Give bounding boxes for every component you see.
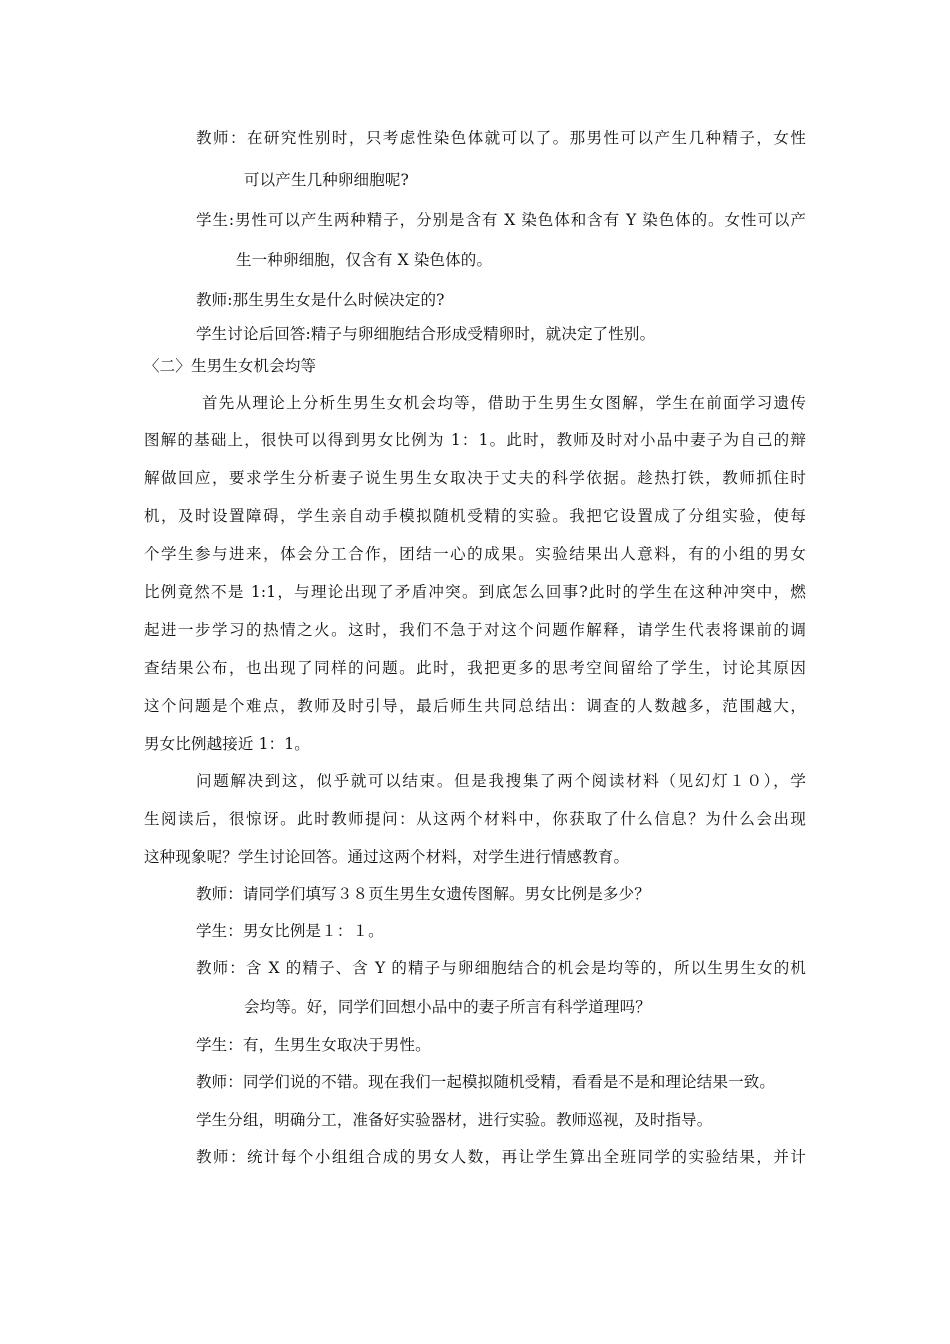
text-line: 这个问题是个难点，教师及时引导，最后师生共同总结出：调查的人数越多，范围越大， bbox=[144, 697, 806, 715]
text-line: 学生分组，明确分工，准备好实验器材，进行实验。教师巡视，及时指导。 bbox=[196, 1111, 713, 1129]
text-line: 生阅读后，很惊讶。此时教师提问：从这两个材料中，你获取了什么信息？为什么会出现 bbox=[144, 810, 806, 828]
text-line: 教师：在研究性别时，只考虑性染色体就可以了。那男性可以产生几种精子，女性 bbox=[196, 129, 806, 147]
text-line: 学生:男性可以产生两种精子，分别是含有 X 染色体和含有 Y 染色体的。女性可以产 bbox=[196, 211, 806, 229]
text-line: 起进一步学习的热情之火。这时，我们不急于对这个问题作解释，请学生代表将课前的调 bbox=[144, 621, 806, 639]
text-line: 机，及时设置障碍，学生亲自动手模拟随机受精的实验。我把它设置成了分组实验，使每 bbox=[144, 507, 806, 525]
text-line: 这种现象呢？学生讨论回答。通过这两个材料，对学生进行情感教育。 bbox=[144, 848, 630, 866]
text-line: 男女比例越接近 1：1。 bbox=[144, 735, 310, 753]
text-line: 教师：请同学们填写３８页生男生女遗传图解。男女比例是多少？ bbox=[196, 885, 650, 903]
text-line: 教师：统计每个小组组合成的男女人数，再让学生算出全班同学的实验结果，并计 bbox=[196, 1148, 806, 1166]
text-line: 会均等。好，同学们回想小品中的妻子所言有科学道理吗？ bbox=[244, 998, 651, 1016]
text-line: 学生：有，生男生女取决于男性。 bbox=[196, 1036, 431, 1054]
text-line: 教师：含 X 的精子、含 Y 的精子与卵细胞结合的机会是均等的，所以生男生女的机 bbox=[196, 959, 806, 977]
text-line: 图解的基础上，很快可以得到男女比例为 1：1。此时，教师及时对小品中妻子为自己的辩 bbox=[144, 431, 806, 449]
text-line: 学生讨论后回答:精子与卵细胞结合形成受精卵时，就决定了性别。 bbox=[196, 325, 656, 343]
text-line: 可以产生几种卵细胞呢? bbox=[244, 171, 409, 189]
text-line: 解做回应，要求学生分析妻子说生男生女取决于丈夫的科学依据。趁热打铁，教师抓住时 bbox=[144, 469, 806, 487]
text-line: 比例竟然不是 1:1，与理论出现了矛盾冲突。到底怎么回事?此时的学生在这种冲突中，燃 bbox=[144, 583, 806, 601]
text-line: 学生：男女比例是１：１。 bbox=[196, 922, 384, 940]
text-line: 教师：同学们说的不错。现在我们一起模拟随机受精，看看是不是和理论结果一致。 bbox=[196, 1073, 776, 1091]
text-line: 首先从理论上分析生男生女机会均等，借助于生男生女图解，学生在前面学习遗传 bbox=[202, 394, 806, 412]
text-line: 查结果公布，也出现了同样的问题。此时，我把更多的思考空间留给了学生，讨论其原因 bbox=[144, 659, 806, 677]
section-heading: 〈二〉生男生女机会均等 bbox=[144, 357, 317, 375]
text-line: 生一种卵细胞，仅含有 X 染色体的。 bbox=[236, 251, 493, 269]
text-line: 个学生参与进来，体会分工合作，团结一心的成果。实验结果出人意料，有的小组的男女 bbox=[144, 545, 806, 563]
text-line: 问题解决到这，似乎就可以结束。但是我搜集了两个阅读材料（见幻灯１０），学 bbox=[196, 772, 806, 790]
text-line: 教师:那生男生女是什么时候决定的? bbox=[196, 291, 445, 309]
